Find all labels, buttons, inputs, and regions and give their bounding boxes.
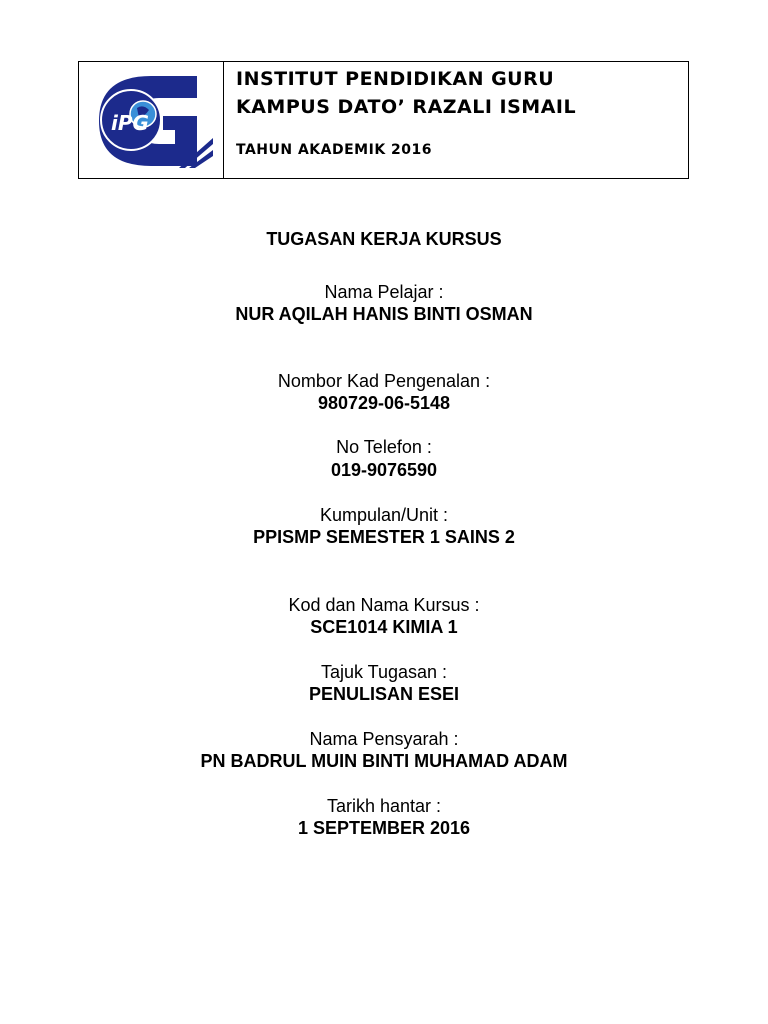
header-box	[78, 61, 689, 179]
logo-cell	[79, 62, 224, 178]
field-label: Nombor Kad Pengenalan :	[277, 371, 491, 391]
field-label: Nama Pelajar :	[324, 282, 444, 302]
field-label: Tarikh hantar :	[326, 796, 442, 816]
field-label: Kumpulan/Unit :	[319, 505, 449, 525]
field-value: PPISMP SEMESTER 1 SAINS 2	[253, 527, 515, 547]
field-value: SCE1014 KIMIA 1	[310, 617, 458, 637]
field-value: PN BADRUL MUIN BINTI MUHAMAD ADAM	[200, 751, 568, 771]
field-value: 019-9076590	[330, 460, 438, 480]
field-value: 1 SEPTEMBER 2016	[297, 818, 471, 838]
field-label: Kod dan Nama Kursus :	[288, 595, 480, 615]
academic-year: TAHUN AKADEMIK 2016	[236, 142, 433, 158]
field-value: 980729-06-5148	[317, 393, 451, 413]
ipg-logo	[87, 68, 215, 174]
field-label: No Telefon :	[336, 437, 432, 457]
header-text	[236, 62, 678, 178]
field-label: Nama Pensyarah :	[309, 729, 459, 749]
svg-text:iPG: iPG	[111, 111, 149, 135]
campus-name: KAMPUS DATO’ RAZALI ISMAIL	[236, 96, 577, 118]
field-value: NUR AQILAH HANIS BINTI OSMAN	[235, 304, 533, 324]
field-value: PENULISAN ESEI	[308, 684, 460, 704]
document-title: TUGASAN KERJA KURSUS	[266, 229, 502, 249]
institution-name: INSTITUT PENDIDIKAN GURU	[236, 68, 555, 90]
field-label: Tajuk Tugasan :	[320, 662, 448, 682]
